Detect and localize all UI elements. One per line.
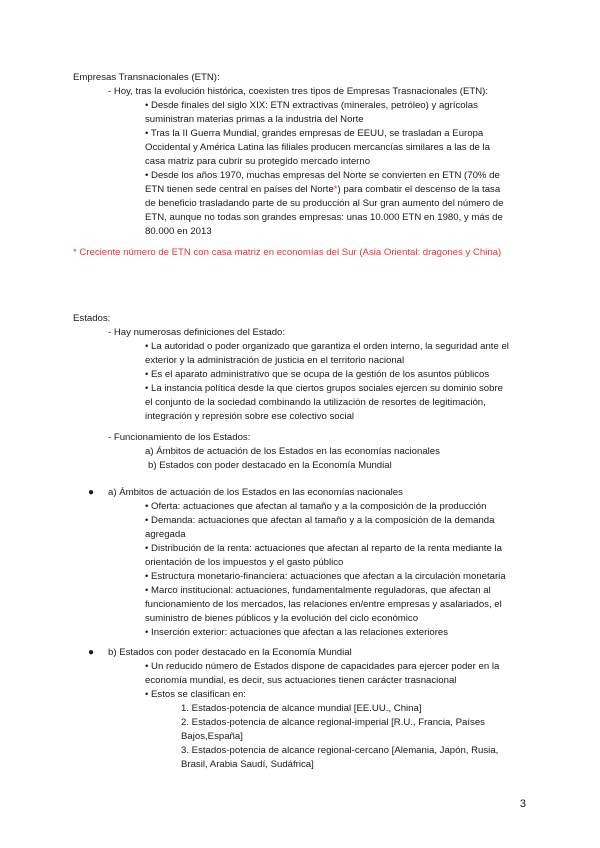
section-b-list-2-line-1: 2. Estados-potencia de alcance regional-imperial [R.U., Francia, Países (181, 717, 485, 728)
estado-def-1-line-2: exterior y la administración de justicia en el territorio nacional (145, 355, 405, 366)
funcionamiento-b: b) Estados con poder destacado en la Economía Mundial (148, 460, 392, 471)
etn-point-1-line-1: • Desde finales del siglo XIX: ETN extractivas (minerales, petróleo) y agrícolas (145, 100, 478, 111)
section-b-p1-line-2: economía mundial, es decir, sus actuaciones tienen carácter trasnacional (145, 675, 457, 686)
section-a-bullet: ● (88, 487, 95, 498)
section-b-title: b) Estados con poder destacado en la Economía Mundial (108, 647, 352, 658)
section-a-item-5-line-2: funcionamiento de los mercados, las relaciones en/entre empresas y asalariados, el (145, 599, 502, 610)
estado-def-2: • Es el aparato administrativo que se ocupa de la gestión de los asuntos públicos (145, 369, 490, 380)
section-b-p2: • Estos se clasifican en: (145, 689, 246, 700)
section-a-item-5-line-3: suministro de bienes públicos y la evolución del ciclo económico (145, 613, 419, 624)
estado-def-3-line-3: integración y represión sobre ese colectivo social (145, 411, 355, 422)
etn-point-2-line-1: • Tras la II Guerra Mundial, grandes empresas de EEUU, se trasladan a Europa (145, 128, 484, 139)
etn-point-3-line-2a: ETN tienen sede central en países del Norte (145, 184, 334, 195)
etn-footnote: * Creciente número de ETN con casa matriz en economías del Sur (Asia Oriental: dragones y China) (73, 247, 502, 258)
etn-point-2-line-3: casa matriz para cubrir su protegido mercado interno (145, 156, 371, 167)
section-a-title: a) Ámbitos de actuación de los Estados en las economías nacionales (108, 487, 403, 498)
etn-title: Empresas Transnacionales (ETN): (73, 72, 220, 83)
section-a-item-4: • Estructura monetario-financiera: actuaciones que afectan a la circulación monetaria (145, 571, 506, 582)
section-a-item-1: • Oferta: actuaciones que afectan al tamaño y a la composición de la producción (145, 501, 487, 512)
estados-title: Estados: (73, 313, 111, 324)
etn-point-3-line-1: • Desde los años 1970, muchas empresas del Norte se convierten en ETN (70% de (145, 170, 500, 181)
etn-point-3-line-2b: ) para combatir el descenso de la tasa (337, 184, 501, 195)
etn-point-3-line-3: de beneficio trasladando parte de su producción al Sur gran aumento del número de (145, 198, 504, 209)
section-a-item-5-line-1: • Marco institucional: actuaciones, fundamentalmente reguladoras, que afectan al (145, 585, 491, 596)
etn-point-1-line-2: suministran materias primas a la industria del Norte (145, 114, 364, 125)
section-a-item-2-line-1: • Demanda: actuaciones que afectan al tamaño y a la composición de la demanda (145, 515, 495, 526)
section-a-item-2-line-2: agregada (145, 529, 186, 540)
section-a-item-6: • Inserción exterior: actuaciones que afectan a las relaciones exteriores (145, 627, 449, 638)
section-b-list-3-line-1: 3. Estados-potencia de alcance regional-cercano [Alemania, Japón, Rusia, (181, 745, 499, 756)
etn-point-3-line-5: 80.000 en 2013 (145, 226, 212, 237)
estado-def-1-line-1: • La autoridad o poder organizado que garantiza el orden interno, la seguridad ante el (145, 341, 509, 352)
section-b-bullet: ● (88, 647, 95, 658)
section-b-p1-line-1: • Un reducido número de Estados dispone de capacidades para ejercer poder en la (145, 661, 500, 672)
estados-intro: - Hay numerosas definiciones del Estado: (108, 327, 286, 338)
page-number: 3 (519, 798, 526, 810)
estado-def-3-line-1: • La instancia política desde la que ciertos grupos sociales ejercen su dominio sobre (145, 383, 503, 394)
section-b-list-3-line-2: Brasil, Arabia Saudí, Sudáfrica] (181, 759, 314, 770)
estado-def-3-line-2: el conjunto de la sociedad combinando la utilización de resortes de legitimación, (145, 397, 486, 408)
footnote-star: * (333, 184, 338, 195)
funcionamiento-title: - Funcionamiento de los Estados: (108, 432, 251, 443)
section-a-item-3-line-2: orientación de los impuestos y el gasto público (145, 557, 344, 568)
section-a-item-3-line-1: • Distribución de la renta: actuaciones que afectan al reparto de la renta mediante la (145, 543, 502, 554)
etn-point-3-line-4: ETN, aunque no todas son grandes empresas: unas 10.000 ETN en 1980, y más de (145, 212, 503, 223)
etn-point-2-line-2: Occidental y América Latina las filiales producen mercancías similares a las de la (145, 142, 490, 153)
funcionamiento-a: a) Ámbitos de actuación de los Estados en las economías nacionales (145, 446, 440, 457)
section-b-list-1: 1. Estados-potencia de alcance mundial [EE.UU., China] (181, 703, 422, 714)
section-b-list-2-line-2: Bajos,España] (181, 731, 243, 742)
etn-intro: - Hoy, tras la evolución histórica, coexisten tres tipos de Empresas Trasnacionales (ETN): (108, 86, 488, 97)
